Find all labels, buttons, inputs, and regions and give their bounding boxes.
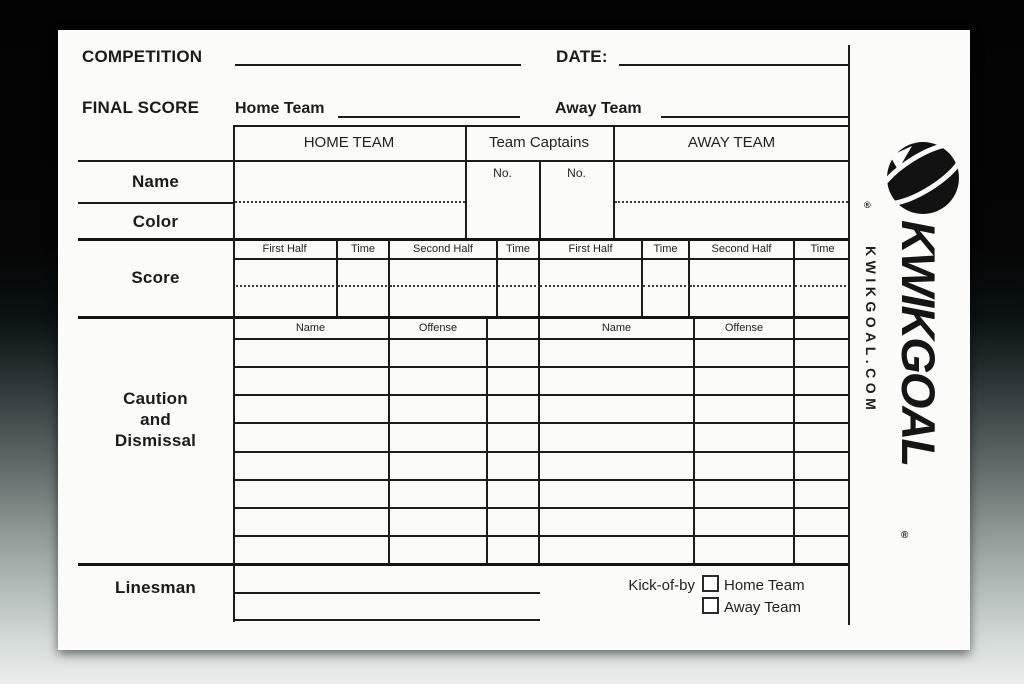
home-team-label: Home Team [235, 100, 325, 117]
score-cell [233, 260, 338, 287]
caution-cell [488, 481, 540, 509]
home-team-column-header: HOME TEAM [303, 134, 395, 151]
kickoff-away-option-label: Away Team [724, 599, 801, 616]
caution-cell [795, 537, 850, 565]
score-col-header: Second Half [390, 240, 498, 260]
score-cell [233, 287, 338, 318]
caution-cell [795, 340, 850, 368]
score-cell [338, 260, 390, 287]
caution-cell [233, 340, 390, 368]
caution-section-label [78, 388, 233, 451]
caution-cell [695, 453, 795, 481]
caution-cell [795, 424, 850, 452]
caution-col-header: Name [233, 318, 390, 340]
captains-right-border [613, 125, 615, 240]
caution-header-row [233, 318, 850, 340]
away-team-fill-line [661, 116, 848, 118]
caution-cell [795, 509, 850, 537]
kickoff-away-checkbox [702, 597, 719, 614]
caution-cell [695, 340, 795, 368]
away-team-label: Away Team [555, 100, 642, 117]
caution-cell [233, 396, 390, 424]
score-cell [540, 260, 643, 287]
captains-left-border [465, 125, 467, 240]
header-row-bottom-border [78, 160, 850, 162]
kwikgoal-website-text: KWIKGOAL.COM [863, 246, 879, 415]
caution-cell [695, 509, 795, 537]
caution-cell [390, 340, 488, 368]
team-captains-column-header: Team Captains [488, 134, 590, 151]
final-score-label: FINAL SCORE [82, 98, 200, 117]
captain-no-home-label: No. [493, 166, 512, 180]
caution-cell [233, 509, 390, 537]
caution-cell [695, 368, 795, 396]
caution-cell [233, 537, 390, 565]
caution-cell [540, 453, 695, 481]
caution-cell [488, 453, 540, 481]
caution-cell [695, 424, 795, 452]
linesman-section-top-border [78, 563, 850, 566]
caution-cell [488, 424, 540, 452]
away-name-color-divider [615, 201, 848, 203]
caution-cell [540, 368, 695, 396]
kwikgoal-logo-text: KWIKGOAL [892, 220, 945, 466]
score-cell [498, 260, 540, 287]
caution-col-header [795, 318, 850, 340]
caution-col-header: Offense [390, 318, 488, 340]
table-left-border [233, 125, 235, 622]
date-fill-line [619, 64, 848, 66]
score-col-header: Time [795, 240, 850, 260]
score-cell [643, 260, 690, 287]
caution-cell [695, 537, 795, 565]
caution-cell [488, 509, 540, 537]
score-col-header: Second Half [690, 240, 795, 260]
caution-grid-body [233, 340, 850, 565]
caution-label-line: Caution [123, 389, 188, 408]
competition-label: COMPETITION [82, 47, 203, 66]
caution-cell [390, 368, 488, 396]
caution-label-line: Dismissal [114, 431, 197, 450]
away-team-column-header: AWAY TEAM [687, 134, 776, 151]
kickoff-home-option-label: Home Team [724, 577, 805, 594]
score-cell [690, 287, 795, 318]
kickoff-home-checkbox [702, 575, 719, 592]
soccer-ball-icon [878, 136, 964, 220]
caution-cell [488, 537, 540, 565]
color-row-label: Color [132, 212, 179, 231]
caution-col-header [488, 318, 540, 340]
captain-no-away-label: No. [567, 166, 586, 180]
caution-cell [488, 368, 540, 396]
linesman-label: Linesman [115, 578, 196, 597]
logo-registered-mark: ® [901, 530, 909, 541]
score-cell [643, 287, 690, 318]
caution-cell [488, 396, 540, 424]
caution-cell [233, 453, 390, 481]
caution-cell [390, 481, 488, 509]
caution-cell [540, 340, 695, 368]
caution-cell [540, 481, 695, 509]
caution-cell [795, 396, 850, 424]
score-cell [795, 287, 850, 318]
score-col-header: First Half [540, 240, 643, 260]
caution-cell [795, 368, 850, 396]
form-right-border [848, 45, 850, 625]
home-name-color-divider [235, 201, 465, 203]
score-card [58, 30, 970, 650]
caution-cell [390, 453, 488, 481]
caution-cell [390, 537, 488, 565]
caution-cell [540, 537, 695, 565]
date-label: DATE: [556, 47, 608, 66]
score-col-header: First Half [233, 240, 338, 260]
score-col-header: Time [498, 240, 540, 260]
caution-cell [233, 481, 390, 509]
table-top-border [233, 125, 850, 127]
caution-cell [390, 424, 488, 452]
score-cell [540, 287, 643, 318]
score-cell [795, 260, 850, 287]
caution-cell [390, 509, 488, 537]
home-team-fill-line [338, 116, 520, 118]
caution-cell [233, 424, 390, 452]
linesman-fill-line-2 [235, 619, 540, 621]
caution-cell [795, 453, 850, 481]
caution-col-header: Name [540, 318, 695, 340]
caution-cell [390, 396, 488, 424]
score-col-header: Time [643, 240, 690, 260]
caution-cell [540, 396, 695, 424]
caution-cell [695, 396, 795, 424]
caution-cell [695, 481, 795, 509]
caution-col-header: Offense [695, 318, 795, 340]
linesman-fill-line-1 [235, 592, 540, 594]
caution-label-line: and [140, 410, 171, 429]
score-cell [390, 287, 498, 318]
score-cell [338, 287, 390, 318]
caution-cell [233, 368, 390, 396]
kickoff-label: Kick-of-by [628, 577, 695, 594]
ball-registered-mark: ® [864, 200, 871, 210]
caution-cell [540, 424, 695, 452]
caution-cell [488, 340, 540, 368]
score-cell [390, 260, 498, 287]
name-row-label: Name [131, 172, 180, 191]
name-color-divider-left [78, 202, 233, 204]
caution-cell [795, 481, 850, 509]
captains-middle-border [539, 162, 541, 240]
score-cell [498, 287, 540, 318]
caution-cell [540, 509, 695, 537]
score-row-label: Score [131, 268, 180, 287]
score-col-header: Time [338, 240, 390, 260]
competition-fill-line [235, 64, 521, 66]
score-cell [690, 260, 795, 287]
score-grid [233, 240, 850, 318]
